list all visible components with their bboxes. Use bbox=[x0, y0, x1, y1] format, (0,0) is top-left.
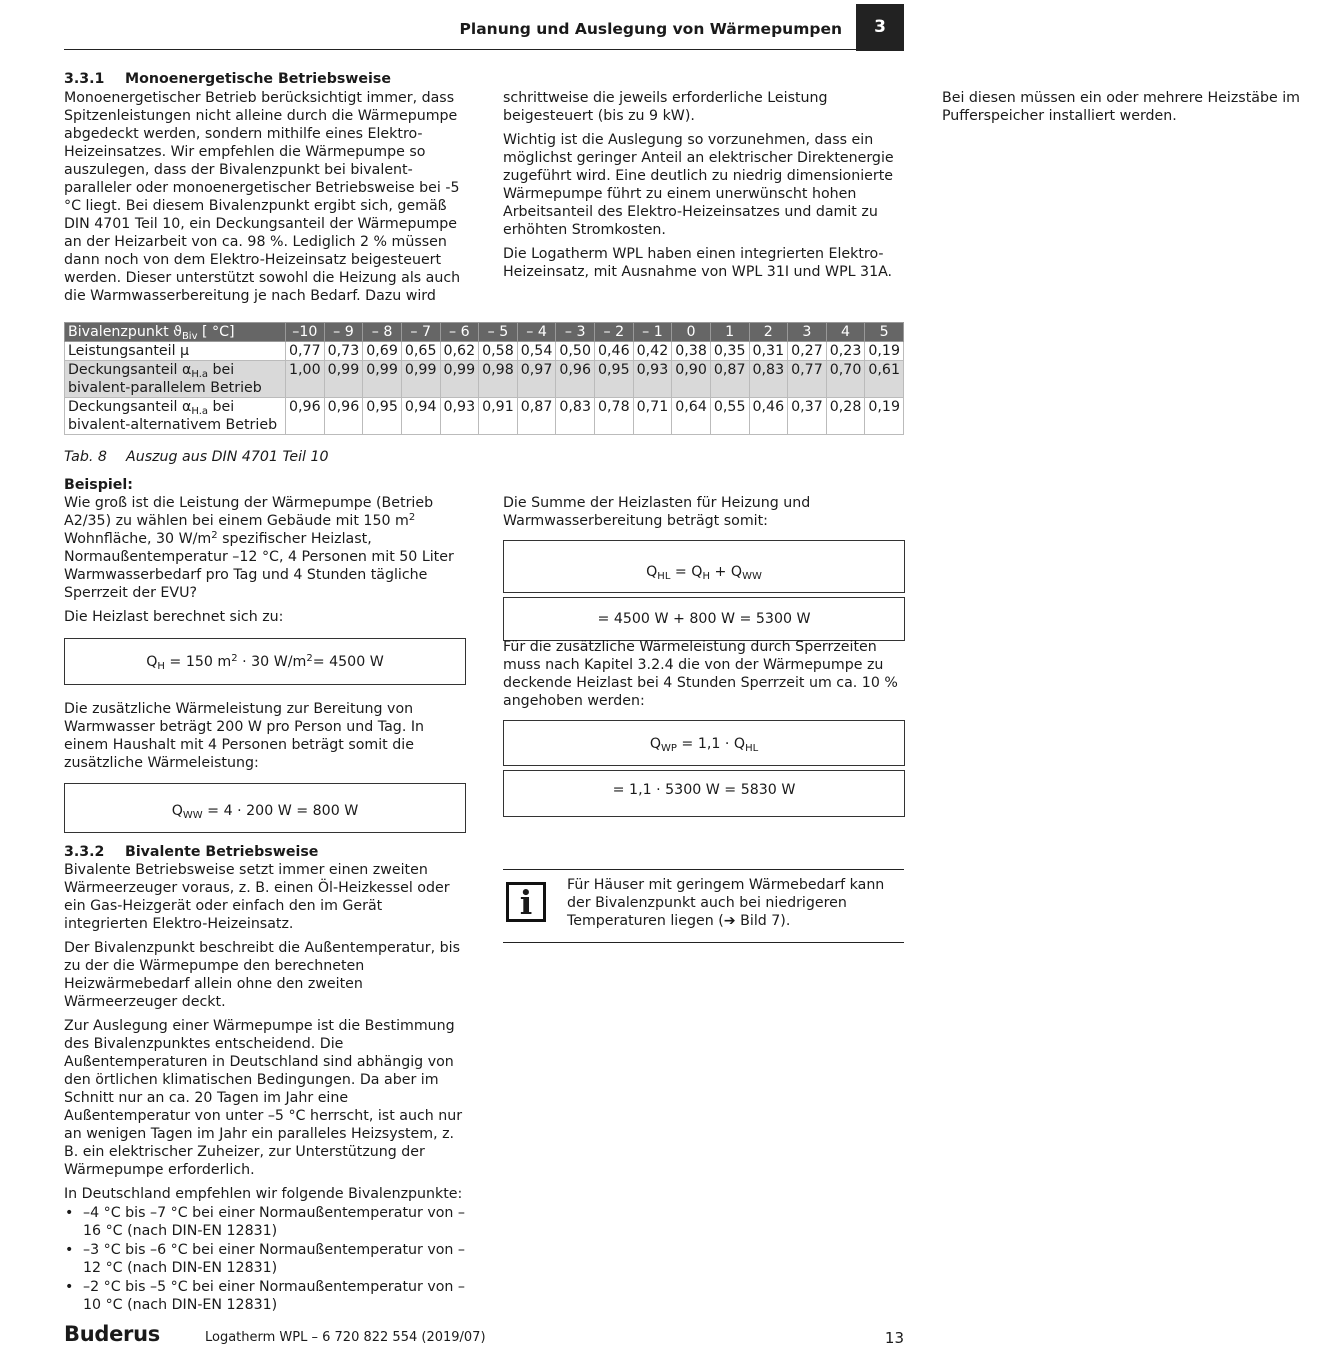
equation-qhl: $Q_{HL} = Q_H + Q_{WW}$ bbox=[503, 540, 905, 593]
table-cell: 0,96 bbox=[324, 398, 363, 435]
table-cell: 0,77 bbox=[286, 342, 325, 361]
section-3-3-2 bbox=[64, 843, 466, 1315]
sperr-intro-block bbox=[503, 638, 905, 716]
header-cell: 5 bbox=[865, 323, 904, 342]
table-row bbox=[65, 361, 904, 398]
table-cell: 0,95 bbox=[595, 361, 634, 398]
table-cell: 0,78 bbox=[595, 398, 634, 435]
paragraph: Zur Auslegung einer Wärmepumpe ist die Bestimmung des Bivalenzpunktes entscheidend. Die Außentemperaturen in Deutschland sind abhängig von den örtlichen klimatischen Bedingungen. Da aber im Schnitt nur an ca. 20 Tagen im Jahr eine Außentemperatur von unter –5 °C herrscht, ist auch nur an wenigen Tagen im Jahr ein paralleles Heizsystem, z. B. ein elektrischer Zuheizer, zur Unterstützung der Wärmepumpe erforderlich. bbox=[64, 1018, 463, 1178]
header-cell: – 1 bbox=[633, 323, 672, 342]
table-cell: 0,99 bbox=[440, 361, 479, 398]
heizlast-intro: Die Heizlast berechnet sich zu: bbox=[64, 609, 284, 625]
equation-qhl-value: = 4500 W + 800 W = 5300 W bbox=[503, 597, 905, 641]
header-label-cell: Bivalenzpunkt $ϑ_{Biv}$ [ °C] bbox=[65, 323, 286, 342]
header-cell: 4 bbox=[826, 323, 865, 342]
table-cell: 0,31 bbox=[749, 342, 788, 361]
table-cell: 0,23 bbox=[826, 342, 865, 361]
table-cell: 0,27 bbox=[788, 342, 827, 361]
table-cell: 0,65 bbox=[401, 342, 440, 361]
header-subscript: Biv bbox=[181, 331, 198, 342]
paragraph: Wichtig ist die Auslegung so vorzunehmen, dass ein möglichst geringer Anteil an elektrischer Direktenergie zugeführt wird. Eine deutlich zu niedrig dimensionierte Wärmepumpe führt zu einem unerwünscht hohen Arbeitsanteil des Elektro-Heizeinsatzes und damit zu erhöhten Stromkosten. bbox=[503, 132, 894, 238]
table-cell: 0,28 bbox=[826, 398, 865, 435]
chapter-number-badge: 3 bbox=[856, 4, 904, 51]
paragraph: Die Logatherm WPL haben einen integrierten Elektro-Heizeinsatz, mit Ausnahme von WPL 31I und WPL 31A. Bei diesen müssen ein oder mehrere Heizstäbe im Pufferspeicher installiert werden. bbox=[503, 90, 1300, 280]
table-cell: 0,42 bbox=[633, 342, 672, 361]
header-cell: – 7 bbox=[401, 323, 440, 342]
equation-qww: $Q_{WW} = 4 \cdot 200$ W = 800 W bbox=[64, 783, 466, 833]
paragraph: Monoenergetischer Betrieb berücksichtigt immer, dass Spitzenleistungen nicht alleine durch die Wärmepumpe abgedeckt werden, sondern mithilfe eines Elektro-Heizeinsatzes. Wir empfehlen die Wärmepumpe so auszulegen, dass der Bivalenzpunkt bei bivalent-paralleler oder monoenergetischer Betriebsweise bei -5 °C liegt. Bei diesem Bivalenzpunkt ergibt sich, gemäß DIN 4701 Teil 10, ein Deckungsanteil der Wärmepumpe an der Heizarbeit von ca. 98 %. Lediglich 2 % müssen dann noch von dem Elektro-Heizeinsatz beigesteuert werden. Dieser unterstützt sowohl die Heizung als auch die Warmwasserbereitung je nach Bedarf. Dazu wird schrittweise die jeweils erforderliche Leistung beigesteuert (bis zu 9 kW). bbox=[64, 90, 828, 304]
table-cell: 0,94 bbox=[401, 398, 440, 435]
table-cell: 0,19 bbox=[865, 398, 904, 435]
header-rule bbox=[64, 49, 856, 50]
table-cell: 0,95 bbox=[363, 398, 402, 435]
table-cell: 0,70 bbox=[826, 361, 865, 398]
table-cell: 0,46 bbox=[595, 342, 634, 361]
header-cell: 0 bbox=[672, 323, 711, 342]
buderus-logo: Buderus bbox=[64, 1322, 160, 1346]
table-cell: 0,97 bbox=[517, 361, 556, 398]
table-cell: 0,83 bbox=[749, 361, 788, 398]
section-number: 3.3.1 bbox=[64, 71, 105, 87]
din-4701-table bbox=[64, 322, 904, 435]
table-cell: 0,46 bbox=[749, 398, 788, 435]
sperr-intro: Für die zusätzliche Wärmeleistung durch Sperrzeiten muss nach Kapitel 3.2.4 die von der Wärmepumpe zu deckende Heizlast bei 4 Stunden Sperrzeit um ca. 10 % angehoben werden: bbox=[503, 639, 898, 709]
row-label-cell: Deckungsanteil $\alpha_{H.a}$ bei bivalent-parallelem Betrieb bbox=[65, 361, 286, 398]
equation-qwp-value: = 1,1 · 5300 W = 5830 W bbox=[503, 770, 905, 817]
table-cell: 0,87 bbox=[710, 361, 749, 398]
table-cell: 0,83 bbox=[556, 398, 595, 435]
header-cell: – 5 bbox=[479, 323, 518, 342]
header-cell: – 2 bbox=[595, 323, 634, 342]
table-cell: 0,61 bbox=[865, 361, 904, 398]
table-cell: 0,71 bbox=[633, 398, 672, 435]
note-rule-top bbox=[503, 869, 904, 870]
caption-text: Auszug aus DIN 4701 Teil 10 bbox=[126, 449, 329, 465]
table-cell: 0,37 bbox=[788, 398, 827, 435]
header-cell: 3 bbox=[788, 323, 827, 342]
sum-intro: Die Summe der Heizlasten für Heizung und Warmwasserbereitung beträgt somit: bbox=[503, 495, 811, 529]
table-cell: 0,99 bbox=[324, 361, 363, 398]
running-header-title: Planung und Auslegung von Wärmepumpen bbox=[459, 20, 842, 38]
table-cell: 0,99 bbox=[401, 361, 440, 398]
section-title: Bivalente Betriebsweise bbox=[125, 844, 319, 860]
header-cell: – 3 bbox=[556, 323, 595, 342]
header-cell: 1 bbox=[710, 323, 749, 342]
table-cell: 0,58 bbox=[479, 342, 518, 361]
paragraph: Bivalente Betriebsweise setzt immer einen zweiten Wärmeerzeuger voraus, z. B. einen Öl-Heizkessel oder ein Gas-Heizgerät oder einfach den im Gerät integrierten Elektro-Heizeinsatz. bbox=[64, 862, 450, 932]
table-cell: 0,99 bbox=[363, 361, 402, 398]
paragraph: In Deutschland empfehlen wir folgende Bivalenzpunkte: bbox=[64, 1186, 463, 1202]
table-cell: 0,62 bbox=[440, 342, 479, 361]
table-cell: 0,54 bbox=[517, 342, 556, 361]
table-cell: 0,98 bbox=[479, 361, 518, 398]
section-title: Monoenergetische Betriebsweise bbox=[125, 71, 391, 87]
header-cell: 2 bbox=[749, 323, 788, 342]
example-heading: Beispiel: bbox=[64, 477, 133, 493]
table-caption bbox=[64, 448, 329, 466]
info-icon: i bbox=[506, 882, 546, 922]
label-subscript: H.a bbox=[191, 369, 208, 380]
example-right bbox=[503, 494, 905, 536]
caption-label: Tab. 8 bbox=[64, 449, 107, 465]
equation-qwp: $Q_{WP} = 1,1 \cdot Q_{HL}$ bbox=[503, 720, 905, 766]
section-heading bbox=[64, 843, 466, 861]
note-rule-bottom bbox=[503, 942, 904, 943]
table-cell: 0,87 bbox=[517, 398, 556, 435]
table-header-row bbox=[65, 323, 904, 342]
header-cell: – 9 bbox=[324, 323, 363, 342]
table-row bbox=[65, 398, 904, 435]
equation-qh: $Q_H = 150$ $m^2 \cdot 30$ $W/m^2= 4500$ W bbox=[64, 638, 466, 685]
table-cell: 0,64 bbox=[672, 398, 711, 435]
note-text: Für Häuser mit geringem Wärmebedarf kann der Bivalenzpunkt auch bei niedrigeren Temperaturen liegen (➔ Bild 7). bbox=[567, 877, 885, 929]
header-cell: – 6 bbox=[440, 323, 479, 342]
table-row bbox=[65, 342, 904, 361]
table-cell: 0,90 bbox=[672, 361, 711, 398]
example-left bbox=[64, 476, 466, 632]
table-cell: 0,96 bbox=[556, 361, 595, 398]
example-question: Wie groß ist die Leistung der Wärmepumpe (Betrieb A2/35) zu wählen bei einem Gebäude mit 150 $m^2$ Wohnfläche, 30 $W/m^2$ spezifischer Heizlast, Normaußentemperatur –12 °C, 4 Personen mit 50 Liter Warmwasserbedarf pro Tag und 4 Stunden tägliche Sperrzeit der EVU? bbox=[64, 495, 454, 601]
ww-intro: Die zusätzliche Wärmeleistung zur Bereitung von Warmwasser beträgt 200 W pro Person und Tag. In einem Haushalt mit 4 Personen beträgt somit die zusätzliche Wärmeleistung: bbox=[64, 701, 425, 771]
section-number: 3.3.2 bbox=[64, 844, 105, 860]
table-cell: 0,19 bbox=[865, 342, 904, 361]
table-cell: 0,93 bbox=[633, 361, 672, 398]
table-cell: 0,69 bbox=[363, 342, 402, 361]
row-label-cell: Leistungsanteil µ bbox=[65, 342, 286, 361]
table-cell: 0,93 bbox=[440, 398, 479, 435]
table-cell: 1,00 bbox=[286, 361, 325, 398]
table-cell: 0,96 bbox=[286, 398, 325, 435]
page-number: 13 bbox=[884, 1329, 904, 1347]
footer-doc-id: Logatherm WPL – 6 720 822 554 (2019/07) bbox=[205, 1330, 486, 1345]
table-cell: 0,38 bbox=[672, 342, 711, 361]
header-cell: – 4 bbox=[517, 323, 556, 342]
list-item: • –4 °C bis –7 °C bei einer Normaußentemperatur von –16 °C (nach DIN-EN 12831) bbox=[64, 1204, 466, 1240]
table-cell: 0,50 bbox=[556, 342, 595, 361]
label-subscript: H.a bbox=[191, 406, 208, 417]
row-label-cell: Deckungsanteil $\alpha_{H.a}$ bei bivalent-alternativem Betrieb bbox=[65, 398, 286, 435]
header-cell: – 8 bbox=[363, 323, 402, 342]
table-cell: 0,77 bbox=[788, 361, 827, 398]
table-cell: 0,91 bbox=[479, 398, 518, 435]
ww-intro-block bbox=[64, 700, 466, 778]
table-cell: 0,55 bbox=[710, 398, 749, 435]
bivalence-list bbox=[64, 1204, 466, 1314]
section-3-3-1 bbox=[64, 70, 466, 88]
header-cell: –10 bbox=[286, 323, 325, 342]
list-item: • –3 °C bis –6 °C bei einer Normaußentemperatur von –12 °C (nach DIN-EN 12831) bbox=[64, 1241, 466, 1277]
table-cell: 0,73 bbox=[324, 342, 363, 361]
list-item: • –2 °C bis –5 °C bei einer Normaußentemperatur von –10 °C (nach DIN-EN 12831) bbox=[64, 1278, 466, 1314]
paragraph: Der Bivalenzpunkt beschreibt die Außentemperatur, bis zu der die Wärmepumpe den berechneten Heizwärmebedarf allein ohne den zweiten Wärmeerzeuger deckt. bbox=[64, 940, 460, 1010]
section-3-3-1-body bbox=[64, 89, 1300, 309]
table-cell: 0,35 bbox=[710, 342, 749, 361]
section-heading bbox=[64, 70, 466, 88]
